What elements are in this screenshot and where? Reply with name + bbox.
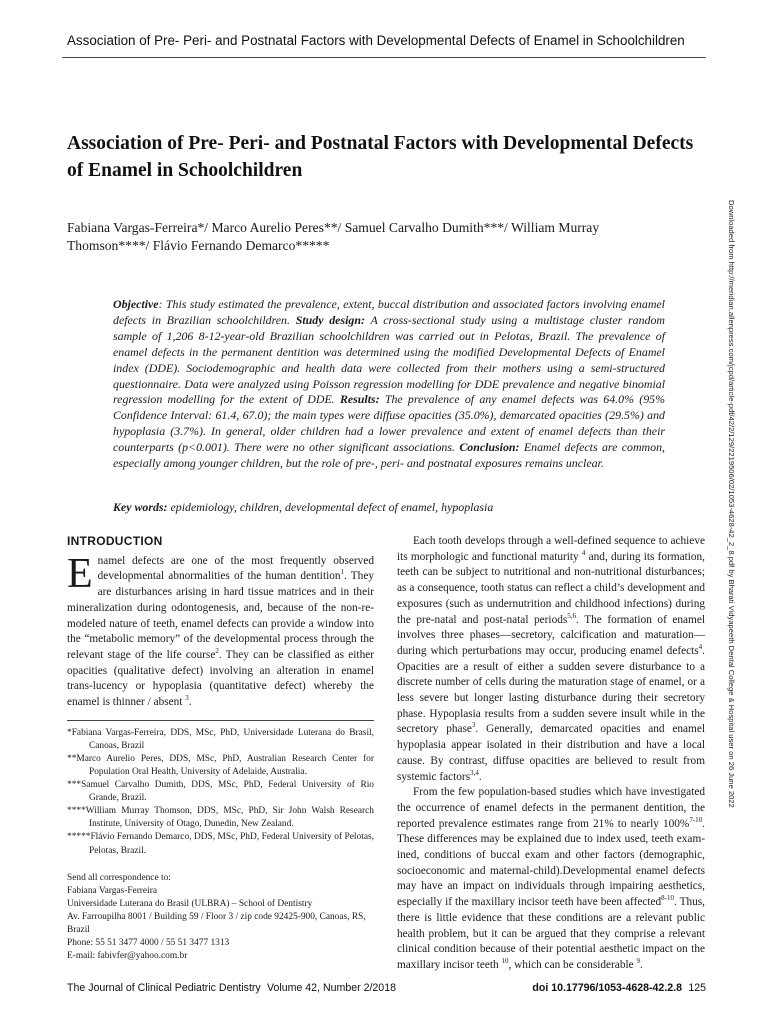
body-text: , which can be considerable [508,958,637,971]
body-text: . [639,958,643,971]
download-notice-text: Downloaded from http://meridian.allenpress.com/jcpd/article-pdf/42/2/129/2219506/02/1053-4628-42_2_8.pdf by Bharati Vidyapeeth Dental College & Hospital user on 26 June 2022 [727,200,736,808]
introduction-heading: INTRODUCTION [67,534,163,548]
keywords-text: epidemiology, children, developmental defect of enamel, hypoplasia [167,500,494,514]
author-affiliations [67,727,374,858]
volume-info: Volume 42, Number 2/2018 [267,982,396,994]
intro-text-2: . They are disturbances arising in hard tissue matrices and in their mineralization during odontogenesis, and, because of the non-re-modeled nature of teeth, enamel defects can provide a window into the “metabolic memory” of the developmental process through the relevant stage of the life course [67,570,374,661]
study-design-text: A cross-sectional study using a multistage cluster random sample of 1,206 8-12-year-old Brazilian schoolchildren was carried out in Pelotas, Brazil. The prevalence of enamel defects in the permanent dentition was determined using the modified Developmental Defects of Enamel index (DDE). Sociodemographic and health data were collected from their mothers using a semi-structured questionnaire. Data were analyzed using Poisson regression modelling for DDE prevalence and negative binomial regression modelling for the extent of DDE. [113,312,666,407]
citation: 7-10 [689,815,703,824]
results-label: Results: [339,392,380,407]
correspondence-address: Av. Farroupilha 8001 / Building 59 / Floor 3 / zip code 92425-900, Canoas, RS, Brazil [67,911,366,936]
abstract [113,297,665,472]
correspondence-email[interactable]: E-mail: fabivfer@yahoo.com.br [67,951,188,962]
objective-label: Objective [113,297,159,311]
citation: 4 [698,643,703,652]
citation: 3 [185,694,189,703]
correspondence-phone: Phone: 55 51 3477 4000 / 55 51 3477 1313 [67,938,230,949]
keywords-label: Key words: [113,500,168,514]
citation: 9 [636,957,640,966]
left-column [67,534,374,963]
correspondence-institution: Universidade Luterana do Brasil (ULBRA) – School of Dentistry [67,898,313,909]
introduction-paragraph [67,550,374,711]
body-text: . The formation of enamel involves three phases—secretory, calcification and maturation—during which perturbations may occur, producing enamel defects [397,613,705,657]
correspondence-block [67,872,374,964]
citation: 3 [471,721,476,730]
right-column [397,534,705,974]
citation: 3,4 [470,768,479,777]
download-notice [727,200,745,980]
article-title: Association of Pre- Peri- and Postnatal Factors with Developmental Defects of Enamel in Schoolchildren [67,133,694,181]
header-divider [62,57,706,58]
objective-text: : This study estimated the prevalence, extent, buccal distribution and associated factors involving enamel defects in Brazilian schoolchildren. [113,297,665,327]
body-text: Each tooth develops through a well-defined sequence to achieve its morphologic and functional maturity [397,535,705,563]
citation: 5,6 [567,611,577,620]
page-number: 125 [688,982,706,994]
footnote-divider [67,720,374,721]
intro-text-3: . They can be classified as either opacities (qualitative defect) involving an alteration in enamel trans-lucency or hypoplasia (quantitative defect) whereby the enamel is thinner / absent [67,648,374,709]
conclusion-label: Conclusion: [459,440,520,455]
body-paragraph-2 [397,785,705,973]
drop-cap: E [67,550,93,597]
body-text: . [478,770,482,783]
conclusion-text: Enamel defects are common, especially among younger children, but the role of pre-, peri- and postnatal exposures remains unclear. [113,440,665,471]
citation: 1 [340,568,345,577]
body-text: . Generally, demarcated opacities and enamel hypoplasia appear isolated in their distribution and have a local cause. By contrast, diffuse opacities are believed to result from systemic factors [397,723,705,783]
body-text: . Opacities are a result of either a sudden severe disturbance to a discrete number of cells during the maturation stage of enamel, or a less severe but longer lasting disturbance during their secretory phase. Hypoplasia results from a sudden severe insult while in the secretory phase [397,644,705,736]
citation: 8-10 [661,894,675,903]
affiliation-item: ***Samuel Carvalho Dumith, DDS, MSc, PhD, Federal University of Rio Grande, Brazil. [67,780,374,804]
affiliation-item: **Marco Aurelio Peres, DDS, MSc, PhD, Australian Research Center for Population Oral Health, University of Adelaide, Australia. [67,753,374,778]
body-text: and, during its formation, teeth can be subject to nutritional and non-nutritional disturbances; as a consequence, tooth status can reflect a child’s development and exposures (such as undernutrition and childhood infections) during the pre-natal and post-natal periods [397,550,705,626]
study-design-label: Study design: [295,312,365,327]
keywords [113,500,665,515]
affiliation-item: *****Flávio Fernando Demarco, DDS, MSc, PhD, Federal University of Pelotas, Pelotas, Brazil. [67,832,374,856]
citation: 2 [215,647,219,656]
correspondence-name: Fabiana Vargas-Ferreira [67,885,157,896]
intro-text-4: . [188,696,192,709]
correspondence-label: Send all correspondence to: [67,872,171,883]
results-text: The prevalence of any enamel defects was 64.0% (95% Confidence Interval: 61.4, 67.0); the main types were diffuse opacities (35.0%), demarcated opacities (29.5%) and hypoplasia (3.7%). In general, older children had a lower prevalence and extent of enamel defects than their counterparts (p<0.001). There were no other significant associations. [113,392,665,455]
body-text: . Thus, there is little evidence that these conditions are a relevant public health problem, but it can be argued that they comprise a relevant clinical condition because of their potential aesthetic impact on the maxillary incisor teeth [397,896,705,971]
author-list: Fabiana Vargas-Ferreira*/ Marco Aurelio Peres**/ Samuel Carvalho Dumith***/ William Murray Thomson****/ Flávio Fernando Demarco***** [67,220,600,253]
body-text: From the few population-based studies which have investigated the occurrence of enamel defects in the permanent dentition, the reported prevalence estimates range from 21% to nearly 100% [397,786,705,830]
running-head: Association of Pre- Peri- and Postnatal Factors with Developmental Defects of Enamel in Schoolchildren [67,33,685,48]
journal-name: The Journal of Clinical Pediatric Dentistry [67,982,261,994]
affiliation-item: ****William Murray Thomson, DDS, MSc, PhD, Sir John Walsh Research Institute, University of Otago, Dunedin, New Zealand. [67,806,374,830]
body-text: . These differences may be explained due to index used, teeth exam-ined, conditions of buccal exam and other factors (demographic, socioeconomic and maternal-child).Developmental enamel defects may have an impact on individuals through impairing aesthetics, especially if the maxillary incisor teeth have been affected [397,817,705,909]
citation: 10 [501,957,509,966]
affiliation-item: *Fabiana Vargas-Ferreira, DDS, MSc, PhD, Universidade Luterana do Brasil, Canoas, Brazil [67,727,374,751]
body-paragraph-1 [397,534,705,785]
doi-link[interactable]: doi 10.17796/1053-4628-42.2.8 [532,982,682,994]
citation: 4 [581,548,586,557]
intro-text-1: namel defects are one of the most frequently observed developmental abnormalities of the human dentition [97,554,374,583]
